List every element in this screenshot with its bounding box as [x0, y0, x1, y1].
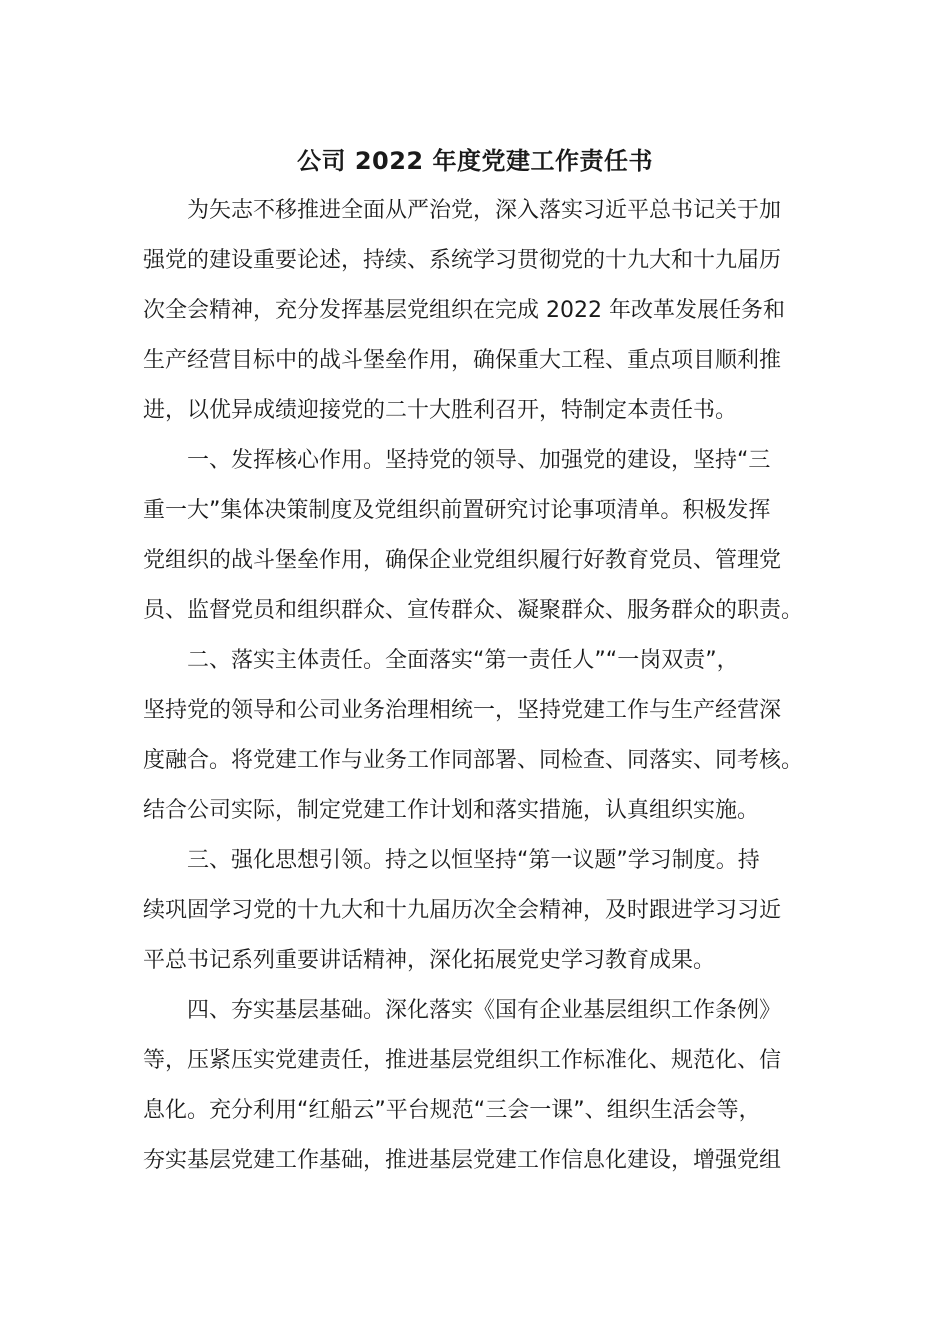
body-line: 重一大”集体决策制度及党组织前置研究讨论事项清单。积极发挥	[143, 498, 771, 523]
body-line: 等，压紧压实党建责任，推进基层党组织工作标准化、规范化、信	[143, 1048, 782, 1073]
body-line: 续巩固学习党的十九大和十九届历次全会精神，及时跟进学习习近	[143, 898, 782, 923]
body-line: 夯实基层党建工作基础，推进基层党建工作信息化建设，增强党组	[143, 1148, 782, 1173]
body-line: 生产经营目标中的战斗堡垒作用，确保重大工程、重点项目顺利推	[143, 348, 782, 373]
body-line: 四、夯实基层基础。深化落实《国有企业基层组织工作条例》	[143, 998, 782, 1023]
body-line: 强党的建设重要论述，持续、系统学习贯彻党的十九大和十九届历	[143, 248, 782, 273]
body-line: 一、发挥核心作用。坚持党的领导、加强党的建设，坚持“三	[143, 448, 771, 473]
document-title: 公司 2022 年度党建工作责任书	[296, 147, 653, 175]
body-line: 平总书记系列重要讲话精神，深化拓展党史学习教育成果。	[143, 948, 716, 973]
body-line: 党组织的战斗堡垒作用，确保企业党组织履行好教育党员、管理党	[143, 548, 782, 573]
body-line: 二、落实主体责任。全面落实“第一责任人”“一岗双责”，	[143, 648, 739, 673]
body-line: 度融合。将党建工作与业务工作同部署、同检查、同落实、同考核。	[143, 748, 804, 773]
body-line: 次全会精神，充分发挥基层党组织在完成 2022 年改革发展任务和	[143, 298, 785, 323]
body-line: 为矢志不移推进全面从严治党，深入落实习近平总书记关于加	[143, 198, 782, 223]
body-line: 结合公司实际，制定党建工作计划和落实措施，认真组织实施。	[143, 798, 760, 823]
body-line: 息化。充分利用“红船云”平台规范“三会一课”、组织生活会等，	[143, 1098, 761, 1123]
body-line: 进，以优异成绩迎接党的二十大胜利召开，特制定本责任书。	[143, 398, 738, 423]
body-line: 坚持党的领导和公司业务治理相统一，坚持党建工作与生产经营深	[143, 698, 782, 723]
body-line: 三、强化思想引领。持之以恒坚持“第一议题”学习制度。持	[143, 848, 760, 873]
body-line: 员、监督党员和组织群众、宣传群众、凝聚群众、服务群众的职责。	[143, 598, 804, 623]
